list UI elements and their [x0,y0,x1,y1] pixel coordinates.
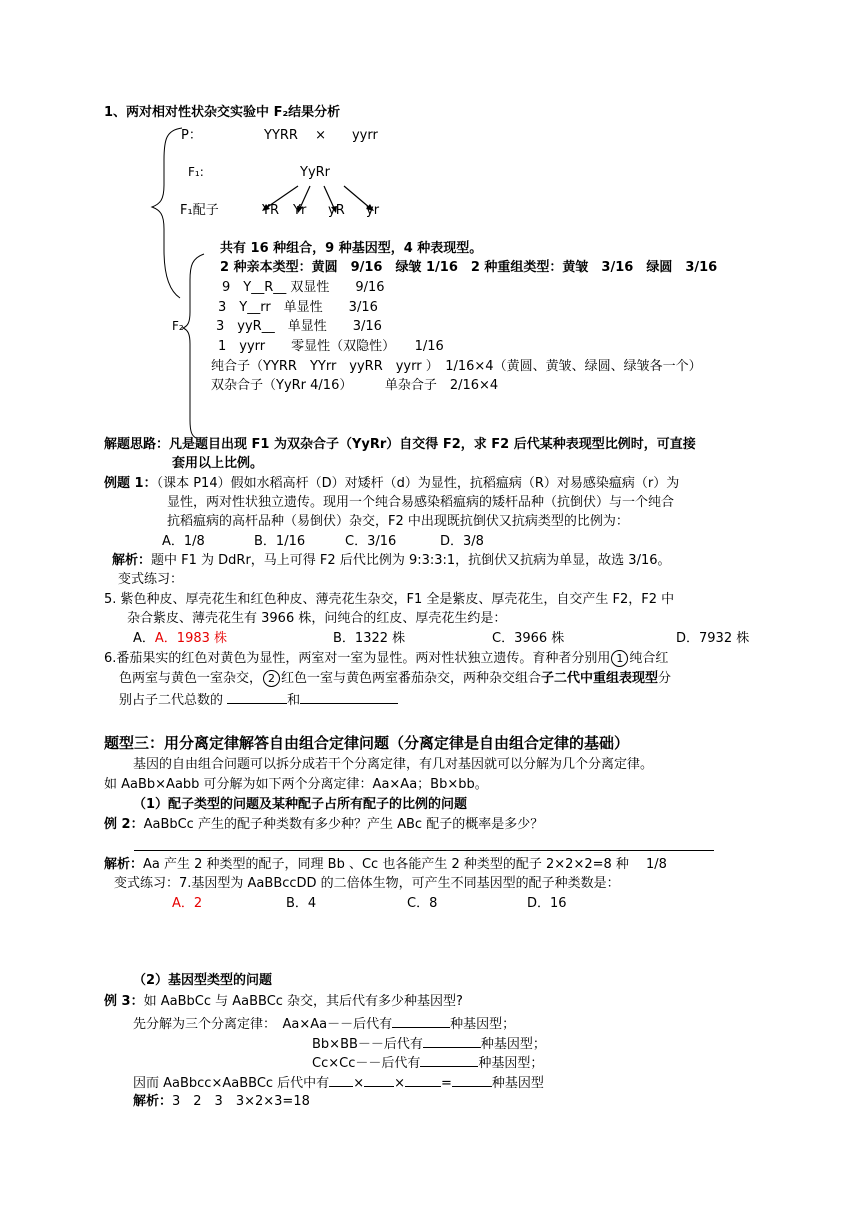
tip-line1 [104,436,696,453]
f2-ratio-3a: 3 Y__rr 单显性 3/16 [218,300,378,315]
ex3-blank-5[interactable] [364,1073,394,1087]
p-cross: YYRR × yyrr [264,128,378,143]
q6-l1b: 纯合红 [629,651,669,666]
q5-option-b: B．1322 株 [333,631,406,646]
ex2-label: 例 2： [104,817,144,832]
circled-1: 1 [611,650,628,667]
ex3-row3-suffix: 种基因型； [478,1056,544,1071]
q6-blank-2[interactable] [300,690,398,704]
ex1-analysis-line [112,552,671,569]
ex1-line1 [104,475,679,492]
ex3-row3-text: Cc×Cc－－后代有 [312,1056,421,1071]
q6-line1 [104,650,668,667]
f1-genotype: YyRr [300,165,331,180]
q5-option-c: C．3966 株 [492,631,565,646]
ex1-analysis: 题中 F1 为 DdRr，马上可得 F2 后代比例为 9:3:3:1，抗倒伏又抗病为单显，故选 3/16。 [151,553,671,568]
ex3-blank-7[interactable] [452,1073,492,1087]
ex3-row1 [133,1014,515,1033]
type3-title: 题型三：用分离定律解答自由组合定律问题（分离定律是自由组合定律的基础） [104,734,630,752]
an3-label: 解析： [133,1094,173,1109]
ex3-row2-suffix: 种基因型； [480,1037,546,1052]
ex1-label: 例题 1： [104,476,157,491]
q6-l1a: 6.番茄果实的红色对黄色为显性，两室对一室为显性。两对性状独立遗传。育种者分别用 [104,651,611,666]
ex3-row1-suffix: 种基因型； [450,1017,516,1032]
ex3-blank-6[interactable] [405,1073,441,1087]
ex3-row2-text: Bb×BB－－后代有 [312,1037,423,1052]
ex3-label: 例 3： [104,994,144,1009]
inner-brace [183,254,204,438]
circled-2: 2 [263,670,280,687]
q6-l2c: 子二代中重组表现型 [541,671,659,686]
ex1-q1: （课本 P14）假如水稻高杆（D）对矮杆（d）为显性，抗稻瘟病（R）对易感染瘟病（r）为 [156,476,680,491]
ex3-blank-1[interactable] [392,1014,450,1028]
type3-p2: 如 AaBb×Aabb 可分解为如下两个分离定律：Aa×Aa；Bb×bb。 [104,777,488,792]
an3-line [133,1093,310,1110]
f1-label: F₁: [188,165,204,179]
q5-line2: 杂合紫皮、薄壳花生有 3966 株，问纯合的红皮、厚壳花生约是： [127,611,507,626]
q6-l2b: 红色一室与黄色两室番茄杂交，两种杂交组合 [281,671,542,686]
gamete-label: F₁配子 [180,203,219,218]
type3-sub2: （2）基因型类型的问题 [133,973,273,988]
q5-option-a-red: A．1983 株 [154,631,228,646]
ex3-blank-2[interactable] [423,1034,481,1048]
tip-text2: 套用以上比例。 [172,456,264,471]
tip-text1: 凡是题目出现 F1 为双杂合子（YyRr）自交得 F2，求 F2 后代某种表现型比例时，可直接 [169,437,696,452]
gamete-yr: yr [366,203,380,218]
outer-brace [152,128,182,298]
an2-text: Aa 产生 2 种类型的配子，同理 Bb 、Cc 也各能产生 2 种类型的配子 2×2×2=8 种 1/8 [143,857,667,872]
ex3-row4: 因而 AaBbcc×AaBBCc 后代中有 × × = 种基因型 [133,1073,544,1092]
ex3-row2 [312,1034,546,1053]
p-label: P： [181,128,202,143]
homozygote-line: 纯合子（YYRR YYrr yyRR yyrr ） 1/16×4（黄圆、黄皱、绿圆、绿皱各一个） [211,359,702,374]
var7-option-c: C．8 [407,896,438,911]
q6-line3 [119,690,398,709]
q6-l3b: 和 [287,693,301,708]
ex1-option-b: B．1/16 [254,534,306,549]
ex1-analysis-label: 解析： [112,553,152,568]
ex3-question: 如 AaBbCc 与 AaBBCc 杂交，其后代有多少种基因型? [143,994,463,1009]
f2-types: 2 种亲本类型：黄圆 9/16 绿皱 1/16 2 种重组类型：黄皱 3/16 绿圆 3/16 [220,260,718,275]
ex2-line [104,816,543,833]
q5-line1: 5. 紫色种皮、厚壳花生和红色种皮、薄壳花生杂交，F1 全是紫皮、厚壳花生，自交产生 F2，F2 中 [104,592,675,607]
section1-title: 1、两对相对性状杂交实验中 F₂结果分析 [104,105,341,120]
ex1-option-c: C．3/16 [345,534,397,549]
ex3-row1-text: 先分解为三个分离定律： Aa×Aa－－后代有 [133,1017,393,1032]
type3-p1: 基因的自由组合问题可以拆分成若干个分离定律，有几对基因就可以分解为几个分离定律。 [133,757,654,772]
gamete-yR: yR [328,203,345,218]
ex3-blank-3[interactable] [420,1053,478,1067]
gamete-Yr: Yr [293,203,307,218]
ex1-q2: 显性，两对性状独立遗传。现用一个纯合易感染稻瘟病的矮杆品种（抗倒伏）与一个纯合 [167,495,675,510]
ex2-question: AaBbCc 产生的配子种类数有多少种？产生 ABc 配子的概率是多少？ [143,817,544,832]
q5-option-d: D．7932 株 [676,631,750,646]
q6-blank-1[interactable] [227,690,287,704]
ex2-answer-line[interactable] [134,850,714,851]
heterozygote-line: 双杂合子（YyRr 4/16） 单杂合子 2/16×4 [211,378,499,393]
ex3-row4-end: 种基因型 [491,1076,544,1091]
q6-line2 [119,670,671,687]
ex1-option-a: A．1/8 [162,534,205,549]
var7-question: 变式练习：7.基因型为 AaBBccDD 的二倍体生物，可产生不同基因型的配子种类数是： [114,876,620,891]
ex3-line [104,993,463,1010]
type3-sub1: （1）配子类型的问题及某种配子占所有配子的比例的问题 [133,797,468,812]
an2-line [104,856,667,873]
var7-option-a: A．2 [172,896,203,911]
f2-label: F₂ [172,319,184,333]
ex3-row4-text: 因而 AaBbcc×AaBBCc 后代中有 [133,1076,330,1091]
q5-option-a: A．A．1983 株 [133,631,228,646]
var7-option-d: D．16 [527,896,567,911]
an2-label: 解析： [104,857,144,872]
q6-l2d: 分 [658,671,672,686]
f2-ratio-3b: 3 yyR__ 单显性 3/16 [216,319,382,334]
q6-l3a: 别占子二代总数的 [119,693,224,708]
f2-ratio-1: 1 yyrr 零显性（双隐性） 1/16 [218,339,444,354]
ex1-option-d: D．3/8 [440,534,484,549]
an3-text: 3 2 3 3×2×3=18 [172,1094,310,1109]
ex1-variant: 变式练习： [118,572,184,587]
var7-option-b: B．4 [286,896,317,911]
ex3-blank-4[interactable] [329,1073,353,1087]
f2-summary: 共有 16 种组合，9 种基因型，4 种表现型。 [220,241,483,256]
ex1-q3: 抗稻瘟病的高杆品种（易倒伏）杂交，F2 中出现既抗倒伏又抗病类型的比例为： [167,514,629,529]
f2-ratio-9: 9 Y__R__ 双显性 9/16 [222,280,385,295]
ex3-row3 [312,1053,543,1072]
q6-l2a: 色两室与黄色一室杂交， [119,671,263,686]
tip-label: 解题思路： [104,437,170,452]
gamete-YR: YR [262,203,279,218]
